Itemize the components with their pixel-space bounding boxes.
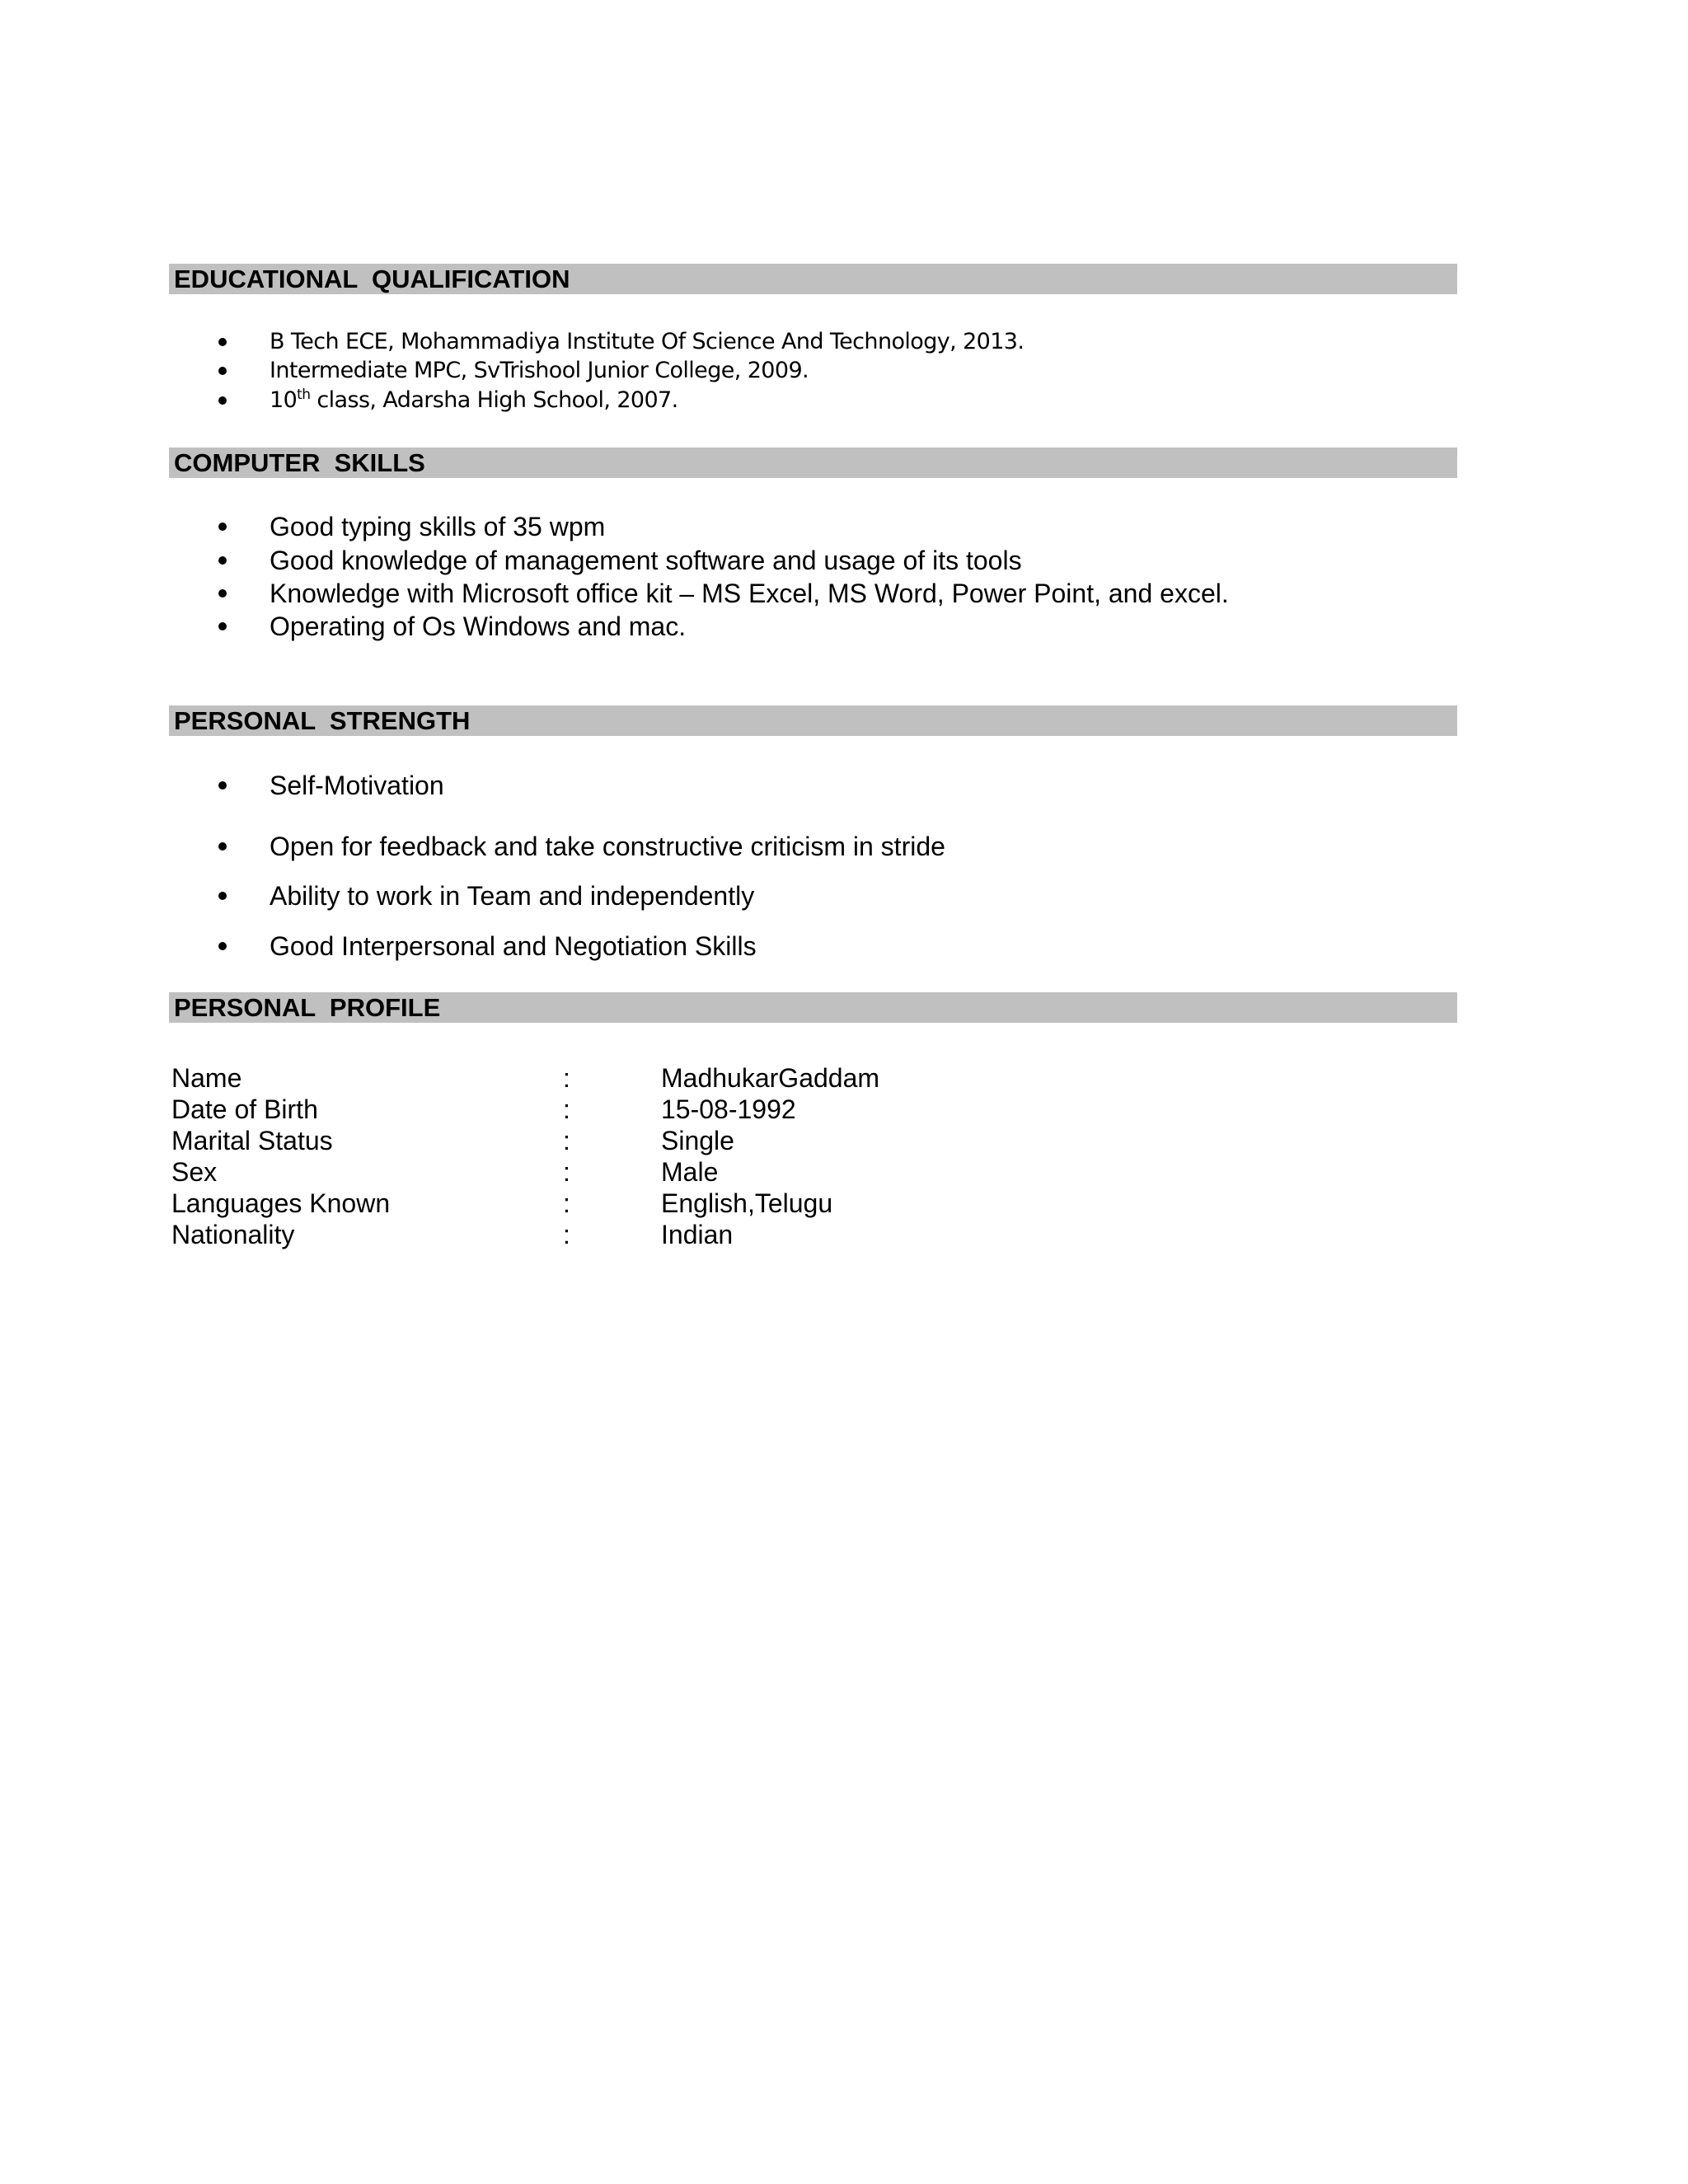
profile-separator: :	[563, 1157, 570, 1187]
strength-item-text: Ability to work in Team and independently	[270, 881, 755, 911]
education-item-rest: class, Adarsha High School, 2007.	[310, 387, 678, 413]
education-item-superscript: th	[297, 387, 311, 403]
profile-value: Male	[661, 1157, 719, 1187]
profile-value: MadhukarGaddam	[661, 1063, 880, 1093]
profile-value: 15-08-1992	[661, 1094, 796, 1124]
section-header-education	[169, 264, 1457, 294]
bullet-icon	[218, 892, 227, 900]
bullet-icon	[218, 622, 227, 630]
section-title-personal-profile: PERSONAL PROFILE	[174, 993, 441, 1022]
strength-item-text: Self-Motivation	[270, 771, 444, 800]
profile-label: Date of Birth	[171, 1094, 318, 1124]
profile-separator: :	[563, 1063, 570, 1093]
profile-label: Marital Status	[171, 1126, 333, 1155]
bullet-icon	[218, 556, 227, 565]
bullet-icon	[218, 367, 227, 375]
bullet-icon	[218, 589, 227, 598]
section-header-personal-profile	[169, 992, 1457, 1023]
profile-separator: :	[563, 1094, 570, 1124]
profile-separator: :	[563, 1220, 570, 1249]
section-title-personal-strength: PERSONAL STRENGTH	[174, 706, 471, 735]
profile-value: Indian	[661, 1220, 734, 1249]
profile-separator: :	[563, 1188, 570, 1218]
education-item-text: Intermediate MPC, SvTrishool Junior College, 2009.	[270, 358, 809, 383]
bullet-icon	[218, 781, 227, 790]
skill-item-text: Good knowledge of management software and usage of its tools	[270, 546, 1022, 575]
profile-label: Name	[171, 1063, 242, 1093]
skill-item-text: Good typing skills of 35 wpm	[270, 512, 606, 541]
strength-item-text: Open for feedback and take constructive criticism in stride	[270, 832, 945, 861]
bullet-icon	[218, 942, 227, 950]
bullet-icon	[218, 523, 227, 531]
skill-item-text: Knowledge with Microsoft office kit – MS Excel, MS Word, Power Point, and excel.	[270, 579, 1229, 608]
bullet-icon	[218, 396, 227, 405]
profile-label: Nationality	[171, 1220, 295, 1249]
profile-separator: :	[563, 1126, 570, 1155]
bullet-icon	[218, 338, 227, 346]
section-header-personal-strength	[169, 705, 1457, 736]
skill-item-text: Operating of Os Windows and mac.	[270, 612, 687, 641]
education-item-text	[270, 387, 678, 415]
profile-label: Sex	[171, 1157, 218, 1187]
profile-value: Single	[661, 1126, 734, 1155]
section-header-computer-skills	[169, 448, 1457, 478]
bullet-icon	[218, 842, 227, 851]
profile-value: English,Telugu	[661, 1188, 833, 1218]
section-title-computer-skills: COMPUTER SKILLS	[174, 448, 425, 477]
section-title-education: EDUCATIONAL QUALIFICATION	[174, 265, 570, 293]
education-item-prefix: 10	[270, 387, 298, 413]
strength-item-text: Good Interpersonal and Negotiation Skills	[270, 931, 757, 961]
education-item-text: B Tech ECE, Mohammadiya Institute Of Science And Technology, 2013.	[270, 329, 1025, 354]
profile-label: Languages Known	[171, 1188, 391, 1218]
